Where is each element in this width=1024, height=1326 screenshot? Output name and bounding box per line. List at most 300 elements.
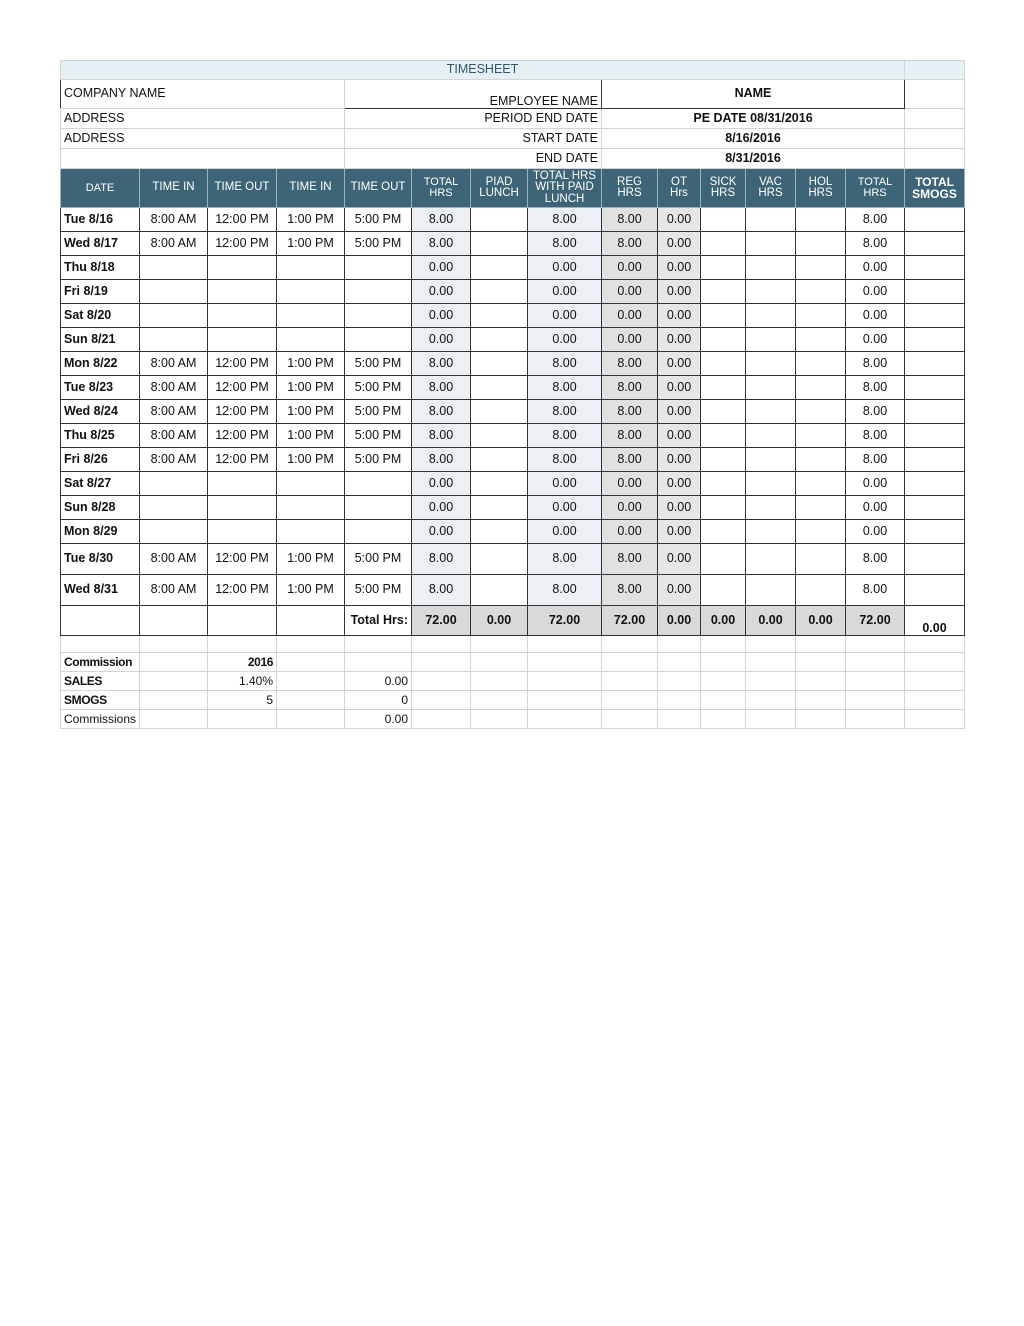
cell-total-hrs-2[interactable]: 8.00 bbox=[846, 352, 905, 376]
cell-date: Tue 8/23 bbox=[61, 376, 140, 400]
cell-hol-hrs[interactable] bbox=[796, 280, 846, 304]
cell-vac-hrs[interactable] bbox=[746, 472, 796, 496]
cell-vac-hrs[interactable] bbox=[746, 575, 796, 606]
cell-total-paid[interactable]: 8.00 bbox=[528, 448, 602, 472]
cell-time-in-1[interactable]: 8:00 AM bbox=[140, 448, 208, 472]
cell-reg-hrs[interactable]: 8.00 bbox=[602, 544, 658, 575]
cell-total-hrs[interactable]: 0.00 bbox=[412, 472, 471, 496]
cell-time-out-1[interactable] bbox=[208, 304, 277, 328]
cell-ot-hrs[interactable]: 0.00 bbox=[658, 520, 701, 544]
cell-ot-hrs[interactable]: 0.00 bbox=[658, 424, 701, 448]
cell-vac-hrs[interactable] bbox=[746, 304, 796, 328]
cell-vac-hrs[interactable] bbox=[746, 448, 796, 472]
cell-total-paid[interactable]: 0.00 bbox=[528, 520, 602, 544]
cell-total-paid[interactable]: 8.00 bbox=[528, 208, 602, 232]
cell-time-in-1[interactable]: 8:00 AM bbox=[140, 376, 208, 400]
cell-total-hrs-2[interactable]: 0.00 bbox=[846, 304, 905, 328]
cell-total-paid[interactable]: 0.00 bbox=[528, 328, 602, 352]
sum-reg-hrs: 72.00 bbox=[602, 606, 658, 636]
commission-smogs-row bbox=[61, 691, 965, 710]
cell-time-in-2[interactable]: 1:00 PM bbox=[277, 448, 345, 472]
cell-total-paid[interactable]: 8.00 bbox=[528, 232, 602, 256]
cell-time-out-1[interactable]: 12:00 PM bbox=[208, 575, 277, 606]
cell-total-hrs-2[interactable]: 8.00 bbox=[846, 544, 905, 575]
pe-date[interactable]: PE DATE 08/31/2016 bbox=[602, 109, 905, 129]
cell-total-paid[interactable]: 0.00 bbox=[528, 256, 602, 280]
cell-paid-lunch[interactable] bbox=[471, 256, 528, 280]
cell-total-smogs[interactable] bbox=[905, 575, 965, 606]
sum-vac-hrs: 0.00 bbox=[746, 606, 796, 636]
cell-ot-hrs[interactable]: 0.00 bbox=[658, 496, 701, 520]
cell-total-smogs[interactable] bbox=[905, 448, 965, 472]
table-row bbox=[61, 352, 965, 376]
cell-total-paid[interactable]: 8.00 bbox=[528, 376, 602, 400]
smogs-label: SMOGS bbox=[61, 691, 140, 710]
cell-time-out-2[interactable]: 5:00 PM bbox=[345, 208, 412, 232]
cell-time-out-1[interactable]: 12:00 PM bbox=[208, 448, 277, 472]
cell-total-smogs[interactable] bbox=[905, 232, 965, 256]
cell-paid-lunch[interactable] bbox=[471, 328, 528, 352]
cell-time-in-2[interactable] bbox=[277, 520, 345, 544]
cell-hol-hrs[interactable] bbox=[796, 575, 846, 606]
cell-sick-hrs[interactable] bbox=[701, 376, 746, 400]
cell-time-out-2[interactable]: 5:00 PM bbox=[345, 575, 412, 606]
company-name[interactable]: COMPANY NAME bbox=[61, 80, 345, 109]
cell-sick-hrs[interactable] bbox=[701, 304, 746, 328]
cell-time-out-1[interactable] bbox=[208, 280, 277, 304]
sum-hol-hrs: 0.00 bbox=[796, 606, 846, 636]
cell-ot-hrs[interactable]: 0.00 bbox=[658, 280, 701, 304]
table-row bbox=[61, 376, 965, 400]
cell-reg-hrs[interactable]: 0.00 bbox=[602, 280, 658, 304]
cell-ot-hrs[interactable]: 0.00 bbox=[658, 400, 701, 424]
cell-reg-hrs[interactable]: 8.00 bbox=[602, 352, 658, 376]
cell-time-in-1[interactable] bbox=[140, 256, 208, 280]
cell-paid-lunch[interactable] bbox=[471, 424, 528, 448]
cell-paid-lunch[interactable] bbox=[471, 520, 528, 544]
cell-time-in-2[interactable] bbox=[277, 496, 345, 520]
cell-hol-hrs[interactable] bbox=[796, 328, 846, 352]
cell-time-in-2[interactable] bbox=[277, 472, 345, 496]
cell-total-hrs[interactable]: 8.00 bbox=[412, 376, 471, 400]
cell-vac-hrs[interactable] bbox=[746, 328, 796, 352]
commissions-value[interactable]: 0.00 bbox=[345, 710, 412, 729]
cell-time-out-2[interactable]: 5:00 PM bbox=[345, 544, 412, 575]
cell-sick-hrs[interactable] bbox=[701, 544, 746, 575]
cell-time-in-1[interactable]: 8:00 AM bbox=[140, 208, 208, 232]
cell-total-smogs[interactable] bbox=[905, 400, 965, 424]
cell-total-hrs[interactable]: 8.00 bbox=[412, 232, 471, 256]
sum-sick-hrs: 0.00 bbox=[701, 606, 746, 636]
cell-time-out-2[interactable] bbox=[345, 472, 412, 496]
cell-paid-lunch[interactable] bbox=[471, 376, 528, 400]
cell-reg-hrs[interactable]: 8.00 bbox=[602, 400, 658, 424]
cell-total-smogs[interactable] bbox=[905, 424, 965, 448]
cell-vac-hrs[interactable] bbox=[746, 256, 796, 280]
cell-ot-hrs[interactable]: 0.00 bbox=[658, 256, 701, 280]
cell-date: Thu 8/18 bbox=[61, 256, 140, 280]
cell-hol-hrs[interactable] bbox=[796, 256, 846, 280]
cell-vac-hrs[interactable] bbox=[746, 376, 796, 400]
cell-time-in-2[interactable]: 1:00 PM bbox=[277, 400, 345, 424]
cell-total-hrs-2[interactable]: 0.00 bbox=[846, 520, 905, 544]
cell-date: Sun 8/28 bbox=[61, 496, 140, 520]
cell-total-hrs-2[interactable]: 8.00 bbox=[846, 208, 905, 232]
cell-hol-hrs[interactable] bbox=[796, 544, 846, 575]
cell-date: Wed 8/24 bbox=[61, 400, 140, 424]
cell-hol-hrs[interactable] bbox=[796, 496, 846, 520]
cell-time-in-1[interactable]: 8:00 AM bbox=[140, 544, 208, 575]
cell-ot-hrs[interactable]: 0.00 bbox=[658, 304, 701, 328]
cell-total-smogs[interactable] bbox=[905, 496, 965, 520]
cell-time-in-2[interactable]: 1:00 PM bbox=[277, 575, 345, 606]
cell-time-in-2[interactable]: 1:00 PM bbox=[277, 208, 345, 232]
cell-total-smogs[interactable] bbox=[905, 304, 965, 328]
cell-sick-hrs[interactable] bbox=[701, 280, 746, 304]
cell-time-in-1[interactable] bbox=[140, 496, 208, 520]
cell-total-smogs[interactable] bbox=[905, 328, 965, 352]
cell-time-out-1[interactable]: 12:00 PM bbox=[208, 376, 277, 400]
cell-total-hrs-2[interactable]: 8.00 bbox=[846, 424, 905, 448]
cell-time-out-1[interactable] bbox=[208, 496, 277, 520]
cell-time-in-2[interactable] bbox=[277, 256, 345, 280]
cell-time-in-1[interactable]: 8:00 AM bbox=[140, 400, 208, 424]
cell-ot-hrs[interactable]: 0.00 bbox=[658, 376, 701, 400]
cell-time-out-2[interactable]: 5:00 PM bbox=[345, 232, 412, 256]
col-header-date: DATE bbox=[61, 169, 140, 208]
col-header-total-hrs: TOTAL HRS bbox=[412, 169, 471, 208]
cell-time-out-2[interactable] bbox=[345, 304, 412, 328]
cell-date: Sun 8/21 bbox=[61, 328, 140, 352]
cell-ot-hrs[interactable]: 0.00 bbox=[658, 448, 701, 472]
col-header-time-in-2: TIME IN bbox=[277, 169, 345, 208]
col-header-sick-hrs: SICK HRS bbox=[701, 169, 746, 208]
cell-paid-lunch[interactable] bbox=[471, 448, 528, 472]
cell-vac-hrs[interactable] bbox=[746, 352, 796, 376]
cell-ot-hrs[interactable]: 0.00 bbox=[658, 352, 701, 376]
cell-total-hrs[interactable]: 0.00 bbox=[412, 328, 471, 352]
cell-total-smogs[interactable] bbox=[905, 376, 965, 400]
col-header-time-in-1: TIME IN bbox=[140, 169, 208, 208]
cell-time-in-1[interactable]: 8:00 AM bbox=[140, 352, 208, 376]
cell-time-in-1[interactable]: 8:00 AM bbox=[140, 575, 208, 606]
commissions-label: Commissions bbox=[61, 710, 140, 729]
sum-ot-hrs: 0.00 bbox=[658, 606, 701, 636]
cell-total-paid[interactable]: 0.00 bbox=[528, 496, 602, 520]
cell-total-hrs[interactable]: 0.00 bbox=[412, 256, 471, 280]
cell-sick-hrs[interactable] bbox=[701, 575, 746, 606]
cell-paid-lunch[interactable] bbox=[471, 496, 528, 520]
employee-name-label: EMPLOYEE NAME bbox=[345, 80, 602, 109]
cell-ot-hrs[interactable]: 0.00 bbox=[658, 232, 701, 256]
cell-total-hrs[interactable]: 8.00 bbox=[412, 400, 471, 424]
cell-date: Mon 8/22 bbox=[61, 352, 140, 376]
cell-vac-hrs[interactable] bbox=[746, 424, 796, 448]
column-header-row bbox=[61, 169, 965, 208]
cell-date: Sat 8/27 bbox=[61, 472, 140, 496]
sum-total-hrs-2: 72.00 bbox=[846, 606, 905, 636]
cell-time-in-1[interactable] bbox=[140, 280, 208, 304]
cell-paid-lunch[interactable] bbox=[471, 352, 528, 376]
table-row bbox=[61, 520, 965, 544]
cell-paid-lunch[interactable] bbox=[471, 304, 528, 328]
sum-paid-lunch: 0.00 bbox=[471, 606, 528, 636]
cell-sick-hrs[interactable] bbox=[701, 352, 746, 376]
col-header-vac-hrs: VAC HRS bbox=[746, 169, 796, 208]
cell-total-hrs-2[interactable]: 8.00 bbox=[846, 232, 905, 256]
cell-time-in-2[interactable] bbox=[277, 304, 345, 328]
cell-vac-hrs[interactable] bbox=[746, 400, 796, 424]
cell-total-hrs[interactable]: 8.00 bbox=[412, 575, 471, 606]
cell-total-paid[interactable]: 8.00 bbox=[528, 352, 602, 376]
cell-total-hrs[interactable]: 8.00 bbox=[412, 448, 471, 472]
cell-total-smogs[interactable] bbox=[905, 520, 965, 544]
cell-time-in-1[interactable] bbox=[140, 304, 208, 328]
cell-time-out-1[interactable]: 12:00 PM bbox=[208, 232, 277, 256]
table-row bbox=[61, 496, 965, 520]
cell-reg-hrs[interactable]: 8.00 bbox=[602, 376, 658, 400]
cell-time-out-2[interactable] bbox=[345, 256, 412, 280]
cell-paid-lunch[interactable] bbox=[471, 400, 528, 424]
cell-paid-lunch[interactable] bbox=[471, 280, 528, 304]
sales-value[interactable]: 0.00 bbox=[345, 672, 412, 691]
cell-date: Fri 8/19 bbox=[61, 280, 140, 304]
cell-hol-hrs[interactable] bbox=[796, 232, 846, 256]
cell-time-in-2[interactable] bbox=[277, 328, 345, 352]
commission-year[interactable]: 2016 bbox=[208, 653, 277, 672]
cell-time-in-2[interactable]: 1:00 PM bbox=[277, 376, 345, 400]
col-header-time-out-1: TIME OUT bbox=[208, 169, 277, 208]
cell-reg-hrs[interactable]: 0.00 bbox=[602, 472, 658, 496]
table-row bbox=[61, 208, 965, 232]
employee-name[interactable]: NAME bbox=[602, 80, 905, 109]
cell-ot-hrs[interactable]: 0.00 bbox=[658, 575, 701, 606]
cell-time-in-2[interactable] bbox=[277, 280, 345, 304]
cell-reg-hrs[interactable]: 0.00 bbox=[602, 520, 658, 544]
cell-vac-hrs[interactable] bbox=[746, 496, 796, 520]
cell-total-hrs[interactable]: 0.00 bbox=[412, 280, 471, 304]
cell-paid-lunch[interactable] bbox=[471, 544, 528, 575]
cell-total-hrs[interactable]: 0.00 bbox=[412, 520, 471, 544]
cell-date: Fri 8/26 bbox=[61, 448, 140, 472]
cell-total-hrs-2[interactable]: 8.00 bbox=[846, 376, 905, 400]
table-row bbox=[61, 232, 965, 256]
cell-vac-hrs[interactable] bbox=[746, 520, 796, 544]
cell-total-hrs[interactable]: 8.00 bbox=[412, 208, 471, 232]
cell-total-hrs-2[interactable]: 0.00 bbox=[846, 280, 905, 304]
cell-total-hrs-2[interactable]: 0.00 bbox=[846, 256, 905, 280]
cell-time-out-1[interactable]: 12:00 PM bbox=[208, 424, 277, 448]
cell-vac-hrs[interactable] bbox=[746, 544, 796, 575]
table-row bbox=[61, 256, 965, 280]
cell-time-out-1[interactable] bbox=[208, 520, 277, 544]
cell-sick-hrs[interactable] bbox=[701, 328, 746, 352]
cell-total-hrs-2[interactable]: 8.00 bbox=[846, 575, 905, 606]
cell-time-out-1[interactable]: 12:00 PM bbox=[208, 352, 277, 376]
col-header-ot-hrs: OT Hrs bbox=[658, 169, 701, 208]
cell-time-out-1[interactable]: 12:00 PM bbox=[208, 400, 277, 424]
cell-date: Wed 8/17 bbox=[61, 232, 140, 256]
cell-time-in-2[interactable]: 1:00 PM bbox=[277, 352, 345, 376]
cell-reg-hrs[interactable]: 8.00 bbox=[602, 232, 658, 256]
sales-label: SALES bbox=[61, 672, 140, 691]
cell-time-in-2[interactable]: 1:00 PM bbox=[277, 544, 345, 575]
cell-total-paid[interactable]: 0.00 bbox=[528, 280, 602, 304]
cell-vac-hrs[interactable] bbox=[746, 208, 796, 232]
smogs-count[interactable]: 5 bbox=[208, 691, 277, 710]
cell-total-smogs[interactable] bbox=[905, 472, 965, 496]
cell-total-paid[interactable]: 0.00 bbox=[528, 472, 602, 496]
cell-ot-hrs[interactable]: 0.00 bbox=[658, 208, 701, 232]
cell-hol-hrs[interactable] bbox=[796, 376, 846, 400]
totals-row bbox=[61, 606, 965, 636]
cell-time-out-1[interactable] bbox=[208, 328, 277, 352]
cell-ot-hrs[interactable]: 0.00 bbox=[658, 328, 701, 352]
cell-time-in-1[interactable] bbox=[140, 520, 208, 544]
end-date[interactable]: 8/31/2016 bbox=[602, 149, 905, 169]
cell-paid-lunch[interactable] bbox=[471, 575, 528, 606]
cell-time-in-1[interactable] bbox=[140, 328, 208, 352]
commissions-total-row bbox=[61, 710, 965, 729]
cell-total-hrs[interactable]: 8.00 bbox=[412, 352, 471, 376]
cell-reg-hrs[interactable]: 0.00 bbox=[602, 496, 658, 520]
cell-hol-hrs[interactable] bbox=[796, 424, 846, 448]
col-header-reg-hrs: REG HRS bbox=[602, 169, 658, 208]
cell-total-hrs[interactable]: 8.00 bbox=[412, 544, 471, 575]
cell-sick-hrs[interactable] bbox=[701, 208, 746, 232]
cell-ot-hrs[interactable]: 0.00 bbox=[658, 544, 701, 575]
cell-sick-hrs[interactable] bbox=[701, 472, 746, 496]
cell-vac-hrs[interactable] bbox=[746, 280, 796, 304]
cell-total-hrs[interactable]: 8.00 bbox=[412, 424, 471, 448]
commission-title: Commission bbox=[61, 653, 140, 672]
cell-time-out-2[interactable]: 5:00 PM bbox=[345, 400, 412, 424]
end-date-label: END DATE bbox=[345, 149, 602, 169]
col-header-total-hrs-2: TOTAL HRS bbox=[846, 169, 905, 208]
cell-sick-hrs[interactable] bbox=[701, 232, 746, 256]
col-header-time-out-2: TIME OUT bbox=[345, 169, 412, 208]
commission-header-row bbox=[61, 653, 965, 672]
cell-hol-hrs[interactable] bbox=[796, 304, 846, 328]
total-hrs-label: Total Hrs: bbox=[345, 606, 412, 636]
cell-time-in-2[interactable]: 1:00 PM bbox=[277, 424, 345, 448]
cell-reg-hrs[interactable]: 0.00 bbox=[602, 256, 658, 280]
cell-vac-hrs[interactable] bbox=[746, 232, 796, 256]
cell-total-hrs-2[interactable]: 0.00 bbox=[846, 496, 905, 520]
cell-hol-hrs[interactable] bbox=[796, 400, 846, 424]
cell-reg-hrs[interactable]: 8.00 bbox=[602, 448, 658, 472]
cell-date: Tue 8/30 bbox=[61, 544, 140, 575]
cell-time-in-1[interactable]: 8:00 AM bbox=[140, 424, 208, 448]
table-row bbox=[61, 280, 965, 304]
smogs-value[interactable]: 0 bbox=[345, 691, 412, 710]
cell-reg-hrs[interactable]: 0.00 bbox=[602, 304, 658, 328]
cell-sick-hrs[interactable] bbox=[701, 400, 746, 424]
cell-time-out-2[interactable]: 5:00 PM bbox=[345, 448, 412, 472]
cell-hol-hrs[interactable] bbox=[796, 208, 846, 232]
cell-time-out-2[interactable]: 5:00 PM bbox=[345, 352, 412, 376]
cell-total-hrs-2[interactable]: 0.00 bbox=[846, 328, 905, 352]
cell-reg-hrs[interactable]: 8.00 bbox=[602, 208, 658, 232]
cell-total-paid[interactable]: 8.00 bbox=[528, 400, 602, 424]
cell-ot-hrs[interactable]: 0.00 bbox=[658, 472, 701, 496]
cell-total-hrs-2[interactable]: 8.00 bbox=[846, 448, 905, 472]
cell-total-paid[interactable]: 0.00 bbox=[528, 304, 602, 328]
cell-date: Mon 8/29 bbox=[61, 520, 140, 544]
table-row bbox=[61, 400, 965, 424]
sum-total-paid: 72.00 bbox=[528, 606, 602, 636]
cell-total-smogs[interactable] bbox=[905, 256, 965, 280]
sales-rate[interactable]: 1.40% bbox=[208, 672, 277, 691]
col-header-total-hrs-paid-lunch: TOTAL HRS WITH PAID LUNCH bbox=[528, 169, 602, 208]
start-date-label: START DATE bbox=[345, 129, 602, 149]
cell-time-out-2[interactable] bbox=[345, 520, 412, 544]
cell-total-hrs[interactable]: 0.00 bbox=[412, 496, 471, 520]
commission-sales-row bbox=[61, 672, 965, 691]
table-row bbox=[61, 424, 965, 448]
cell-total-paid[interactable]: 8.00 bbox=[528, 424, 602, 448]
cell-sick-hrs[interactable] bbox=[701, 520, 746, 544]
cell-total-hrs-2[interactable]: 8.00 bbox=[846, 400, 905, 424]
table-row bbox=[61, 328, 965, 352]
cell-time-out-1[interactable] bbox=[208, 256, 277, 280]
cell-hol-hrs[interactable] bbox=[796, 472, 846, 496]
cell-total-smogs[interactable] bbox=[905, 352, 965, 376]
cell-time-out-2[interactable] bbox=[345, 328, 412, 352]
cell-date: Tue 8/16 bbox=[61, 208, 140, 232]
cell-total-paid[interactable]: 8.00 bbox=[528, 575, 602, 606]
cell-total-smogs[interactable] bbox=[905, 208, 965, 232]
cell-paid-lunch[interactable] bbox=[471, 208, 528, 232]
cell-total-hrs-2[interactable]: 0.00 bbox=[846, 472, 905, 496]
cell-hol-hrs[interactable] bbox=[796, 448, 846, 472]
cell-reg-hrs[interactable]: 8.00 bbox=[602, 575, 658, 606]
cell-time-out-1[interactable]: 12:00 PM bbox=[208, 544, 277, 575]
cell-time-out-1[interactable]: 12:00 PM bbox=[208, 208, 277, 232]
cell-total-hrs[interactable]: 0.00 bbox=[412, 304, 471, 328]
cell-hol-hrs[interactable] bbox=[796, 352, 846, 376]
cell-time-in-1[interactable]: 8:00 AM bbox=[140, 232, 208, 256]
cell-sick-hrs[interactable] bbox=[701, 496, 746, 520]
col-header-total-smogs: TOTAL SMOGS bbox=[905, 169, 965, 208]
cell-time-out-1[interactable] bbox=[208, 472, 277, 496]
cell-total-paid[interactable]: 8.00 bbox=[528, 544, 602, 575]
cell-reg-hrs[interactable]: 0.00 bbox=[602, 328, 658, 352]
address-line-2[interactable]: ADDRESS bbox=[61, 129, 345, 149]
cell-date: Wed 8/31 bbox=[61, 575, 140, 606]
start-date[interactable]: 8/16/2016 bbox=[602, 129, 905, 149]
cell-time-out-2[interactable] bbox=[345, 496, 412, 520]
sum-total-hrs: 72.00 bbox=[412, 606, 471, 636]
cell-total-smogs[interactable] bbox=[905, 544, 965, 575]
cell-paid-lunch[interactable] bbox=[471, 472, 528, 496]
cell-time-in-2[interactable]: 1:00 PM bbox=[277, 232, 345, 256]
cell-total-smogs[interactable] bbox=[905, 280, 965, 304]
cell-reg-hrs[interactable]: 8.00 bbox=[602, 424, 658, 448]
cell-sick-hrs[interactable] bbox=[701, 448, 746, 472]
cell-sick-hrs[interactable] bbox=[701, 424, 746, 448]
cell-time-out-2[interactable] bbox=[345, 280, 412, 304]
cell-sick-hrs[interactable] bbox=[701, 256, 746, 280]
cell-date: Thu 8/25 bbox=[61, 424, 140, 448]
cell-time-in-1[interactable] bbox=[140, 472, 208, 496]
cell-time-out-2[interactable]: 5:00 PM bbox=[345, 424, 412, 448]
cell-date: Sat 8/20 bbox=[61, 304, 140, 328]
address-line-1[interactable]: ADDRESS bbox=[61, 109, 345, 129]
cell-hol-hrs[interactable] bbox=[796, 520, 846, 544]
cell-paid-lunch[interactable] bbox=[471, 232, 528, 256]
cell-time-out-2[interactable]: 5:00 PM bbox=[345, 376, 412, 400]
